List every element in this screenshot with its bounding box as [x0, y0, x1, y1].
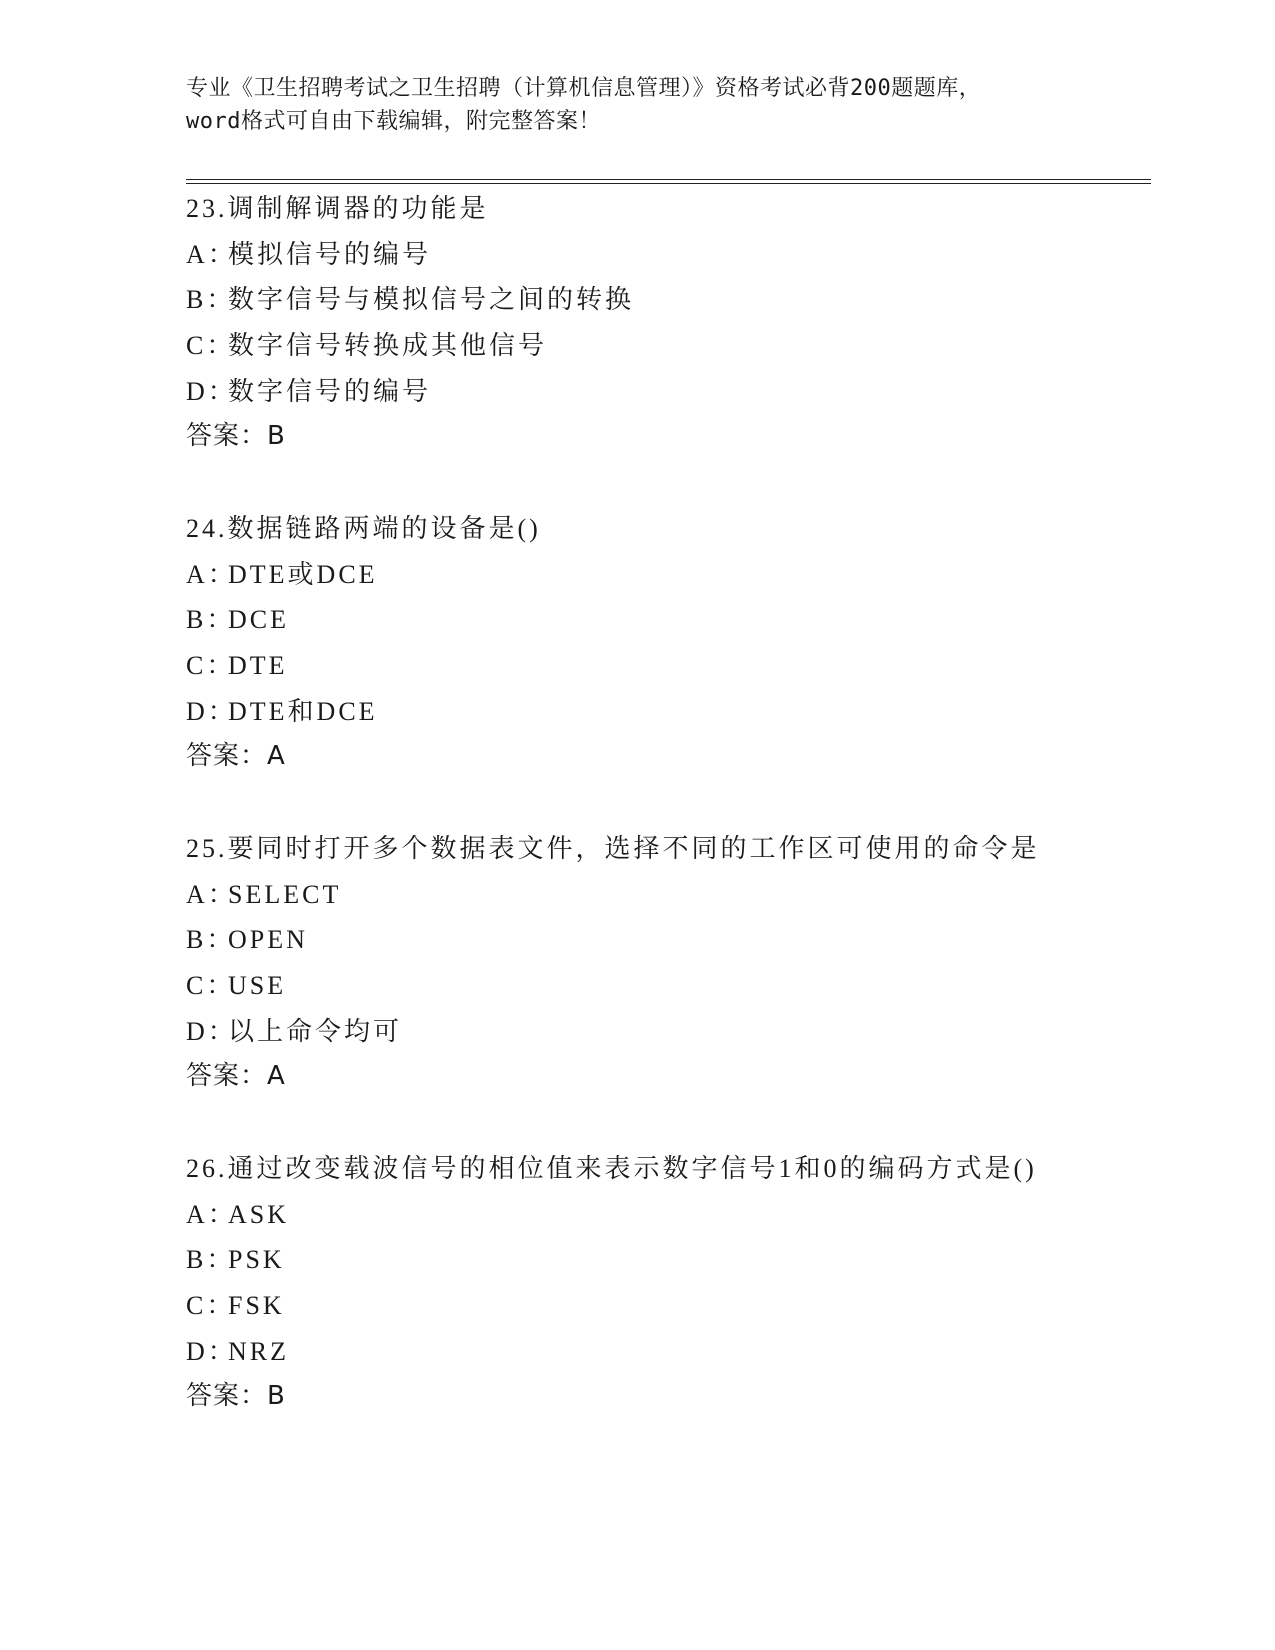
option-text: OPEN — [228, 925, 308, 955]
option-text: DTE和DCE — [228, 696, 378, 726]
option-text: PSK — [228, 1245, 285, 1275]
option-key: B： — [186, 925, 236, 955]
option-text: DTE — [228, 651, 288, 681]
option-text: DCE — [228, 605, 289, 635]
answer-line: 答案：B — [186, 1381, 286, 1412]
option-b — [186, 597, 1146, 643]
option-d — [186, 1009, 1146, 1055]
option-text: 数字信号与模拟信号之间的转换 — [228, 285, 635, 315]
document-header — [186, 72, 1086, 138]
option-text: DTE或DCE — [228, 559, 378, 589]
option-c — [186, 323, 1146, 369]
header-divider-bottom — [186, 183, 1151, 184]
option-a — [186, 1192, 1146, 1238]
question-block — [186, 186, 1146, 460]
answer-line: 答案：A — [186, 1061, 286, 1092]
question-stem: 23.调制解调器的功能是 — [186, 194, 489, 223]
question-block — [186, 1146, 1146, 1420]
option-d — [186, 369, 1146, 415]
question-stem: 24.数据链路两端的设备是() — [186, 514, 541, 543]
question-block — [186, 826, 1146, 1100]
option-b — [186, 277, 1146, 323]
option-a — [186, 232, 1146, 278]
option-key: D： — [186, 376, 237, 406]
header-line-1: 专业《卫生招聘考试之卫生招聘（计算机信息管理）》资格考试必背200题题库， — [186, 76, 982, 101]
option-key: C： — [186, 331, 236, 361]
option-key: D： — [186, 696, 237, 726]
option-text: 数字信号的编号 — [228, 376, 432, 406]
question-block — [186, 506, 1146, 780]
option-c — [186, 643, 1146, 689]
option-text: NRZ — [228, 1336, 289, 1366]
option-c — [186, 963, 1146, 1009]
option-text: USE — [228, 971, 287, 1001]
answer-line: 答案：B — [186, 421, 286, 452]
option-a — [186, 872, 1146, 918]
option-a — [186, 552, 1146, 598]
option-c — [186, 1283, 1146, 1329]
question-stem: 26.通过改变载波信号的相位值来表示数字信号1和0的编码方式是() — [186, 1154, 1037, 1183]
option-d — [186, 1329, 1146, 1375]
option-text: 数字信号转换成其他信号 — [228, 331, 548, 361]
option-b — [186, 1237, 1146, 1283]
option-key: D： — [186, 1016, 237, 1046]
header-divider-top — [186, 179, 1151, 180]
option-key: A： — [186, 1199, 237, 1229]
option-key: A： — [186, 239, 237, 269]
option-key: B： — [186, 605, 236, 635]
option-key: B： — [186, 285, 236, 315]
answer-line: 答案：A — [186, 741, 286, 772]
option-key: C： — [186, 971, 236, 1001]
option-key: C： — [186, 651, 236, 681]
question-stem: 25.要同时打开多个数据表文件，选择不同的工作区可使用的命令是 — [186, 834, 1040, 863]
option-key: A： — [186, 879, 237, 909]
option-text: FSK — [228, 1291, 285, 1321]
option-d — [186, 689, 1146, 735]
option-text: SELECT — [228, 879, 342, 909]
option-key: C： — [186, 1291, 236, 1321]
option-key: D： — [186, 1336, 237, 1366]
option-text: 以上命令均可 — [228, 1016, 403, 1046]
option-text: ASK — [228, 1199, 290, 1229]
option-key: A： — [186, 559, 237, 589]
option-text: 模拟信号的编号 — [228, 239, 432, 269]
option-key: B： — [186, 1245, 236, 1275]
header-line-2: word格式可自由下载编辑，附完整答案！ — [186, 109, 601, 134]
option-b — [186, 917, 1146, 963]
